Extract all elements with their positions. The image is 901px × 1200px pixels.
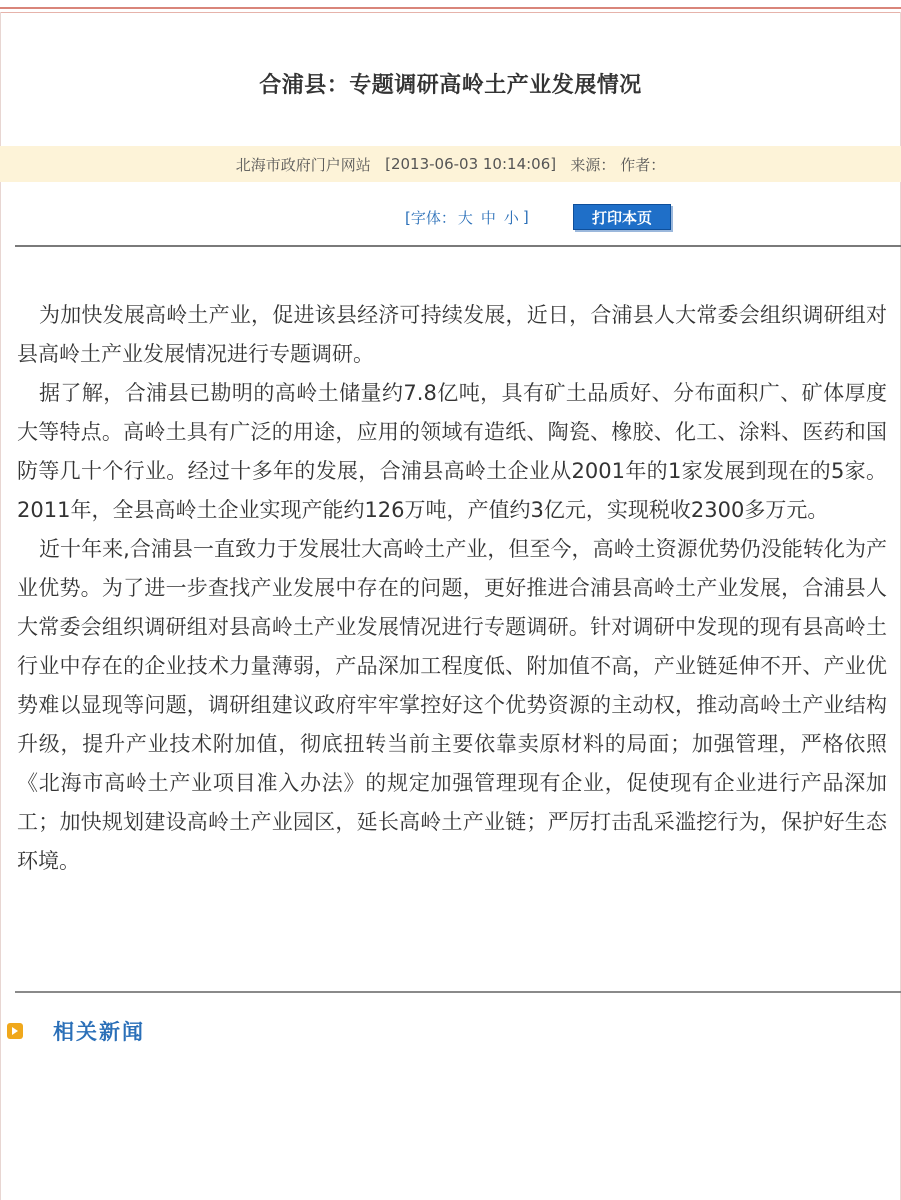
article-paragraph: 据了解，合浦县已勘明的高岭土储量约7.8亿吨，具有矿土品质好、分布面积广、矿体厚度大等特点。高岭土具有广泛的用途，应用的领域有造纸、陶瓷、橡胶、化工、涂料、医药和国防等几十个行业。经过十多年的发展，合浦县高岭土企业从2001年的1家发展到现在的5家。2011年，全县高岭土企业实现产能约126万吨，产值约3亿元，实现税收2300多万元。 xyxy=(17,381,887,522)
meta-source-site: 北海市政府门户网站 xyxy=(235,155,371,174)
font-size-medium-link[interactable]: 中 xyxy=(480,208,496,227)
font-size-large-link[interactable]: 大 xyxy=(457,208,473,227)
print-page-button[interactable]: 打印本页 xyxy=(573,204,671,230)
footer-divider xyxy=(15,991,901,993)
font-size-small-link[interactable]: 小 xyxy=(503,208,519,227)
meta-spacer xyxy=(556,155,570,173)
font-size-selector xyxy=(405,204,529,230)
article-title: 合浦县：专题调研高岭土产业发展情况 xyxy=(259,73,642,98)
article-paragraph: 为加快发展高岭土产业，促进该县经济可持续发展，近日，合浦县人大常委会组织调研组对县高岭土产业发展情况进行专题调研。 xyxy=(17,303,887,366)
related-news-title: 相关新闻 xyxy=(53,1019,145,1044)
left-border xyxy=(0,12,1,1200)
header-divider xyxy=(15,245,901,247)
article-meta-bar xyxy=(0,146,901,182)
article-body xyxy=(17,296,887,881)
meta-spacer xyxy=(371,155,385,173)
top-border-line-thin xyxy=(0,12,901,13)
arrow-right-icon xyxy=(7,1023,23,1039)
top-border-line xyxy=(0,7,901,9)
font-label-open: [字体： xyxy=(405,208,456,227)
article-paragraph: 近十年来,合浦县一直致力于发展壮大高岭土产业，但至今，高岭土资源优势仍没能转化为产业优势。为了进一步查找产业发展中存在的问题，更好推进合浦县高岭土产业发展，合浦县人大常委会组织调研组对县高岭土产业发展情况进行专题调研。针对调研中发现的现有县高岭土行业中存在的企业技术力量薄弱，产品深加工程度低、附加值不高，产业链延伸不开、产业优势难以显现等问题，调研组建议政府牢牢掌控好这个优势资源的主动权，推动高岭土产业结构升级，提升产业技术附加值，彻底扭转当前主要依靠卖原材料的局面；加强管理，严格依照《北海市高岭土产业项目准入办法》的规定加强管理现有企业，促使现有企业进行产品深加工；加快规划建设高岭土产业园区，延长高岭土产业链；严厉打击乱采滥挖行为，保护好生态环境。 xyxy=(17,537,887,873)
meta-author-label: 作者： xyxy=(620,155,666,174)
meta-datetime: [2013-06-03 10:14:06] xyxy=(385,155,557,173)
related-news-header xyxy=(7,1016,145,1046)
meta-source-label: 来源： xyxy=(570,155,616,174)
font-label-close: ] xyxy=(522,208,529,226)
